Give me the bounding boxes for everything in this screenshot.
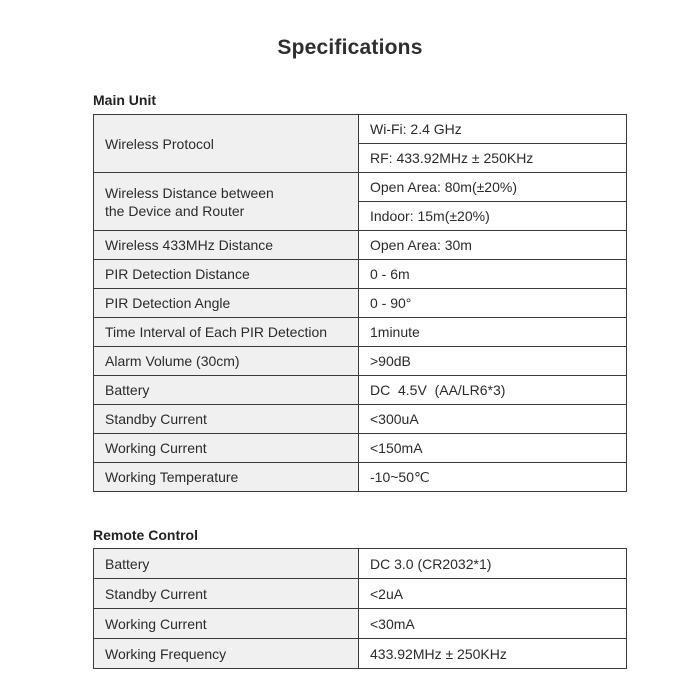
table-row <box>94 549 627 579</box>
spec-label-pir-angle: PIR Detection Angle <box>94 289 359 318</box>
remote-control-spec-table <box>93 548 627 669</box>
remote-value-standby-current: <2uA <box>359 579 627 609</box>
table-row <box>94 463 627 492</box>
spec-value-open-area: Open Area: 80m(±20%) <box>359 173 627 202</box>
spec-value-indoor: Indoor: 15m(±20%) <box>359 202 627 231</box>
table-row <box>94 260 627 289</box>
spec-label-wireless-distance-line1: Wireless Distance between <box>105 184 274 201</box>
spec-value-working-temperature: -10~50℃ <box>359 463 627 492</box>
spec-label-standby-current: Standby Current <box>94 405 359 434</box>
remote-label-standby-current: Standby Current <box>94 579 359 609</box>
page-title: Specifications <box>277 36 423 59</box>
main-unit-spec-table <box>93 114 627 492</box>
spec-value-pir-interval: 1minute <box>359 318 627 347</box>
spec-value-wifi: Wi-Fi: 2.4 GHz <box>359 115 627 144</box>
spec-value-pir-angle: 0 - 90° <box>359 289 627 318</box>
spec-label-wireless-distance <box>94 173 359 231</box>
spec-label-wireless-433: Wireless 433MHz Distance <box>94 231 359 260</box>
spec-value-pir-distance: 0 - 6m <box>359 260 627 289</box>
spec-label-working-temperature: Working Temperature <box>94 463 359 492</box>
remote-label-working-frequency: Working Frequency <box>94 639 359 669</box>
table-row <box>94 639 627 669</box>
remote-label-working-current: Working Current <box>94 609 359 639</box>
spec-value-wireless-433: Open Area: 30m <box>359 231 627 260</box>
spec-label-wireless-distance-line2: the Device and Router <box>105 202 245 219</box>
spec-value-standby-current: <300uA <box>359 405 627 434</box>
table-row <box>94 579 627 609</box>
remote-value-working-frequency: 433.92MHz ± 250KHz <box>359 639 627 669</box>
table-row <box>94 231 627 260</box>
table-row <box>94 289 627 318</box>
spec-label-pir-interval: Time Interval of Each PIR Detection <box>94 318 359 347</box>
table-row <box>94 405 627 434</box>
spec-label-battery: Battery <box>94 376 359 405</box>
spec-label-working-current: Working Current <box>94 434 359 463</box>
table-row <box>94 609 627 639</box>
remote-value-battery: DC 3.0 (CR2032*1) <box>359 549 627 579</box>
table-row <box>94 173 627 202</box>
spec-value-working-current: <150mA <box>359 434 627 463</box>
table-row <box>94 376 627 405</box>
spec-value-rf: RF: 433.92MHz ± 250KHz <box>359 144 627 173</box>
remote-control-heading: Remote Control <box>93 527 198 543</box>
remote-label-battery: Battery <box>94 549 359 579</box>
spec-value-alarm-volume: >90dB <box>359 347 627 376</box>
spec-label-pir-distance: PIR Detection Distance <box>94 260 359 289</box>
spec-value-battery: DC 4.5V (AA/LR6*3) <box>359 376 627 405</box>
table-row <box>94 434 627 463</box>
spec-label-alarm-volume: Alarm Volume (30cm) <box>94 347 359 376</box>
table-row <box>94 318 627 347</box>
table-row <box>94 347 627 376</box>
table-row <box>94 115 627 144</box>
main-unit-heading: Main Unit <box>93 92 156 108</box>
remote-value-working-current: <30mA <box>359 609 627 639</box>
spec-label-wireless-protocol: Wireless Protocol <box>94 115 359 173</box>
